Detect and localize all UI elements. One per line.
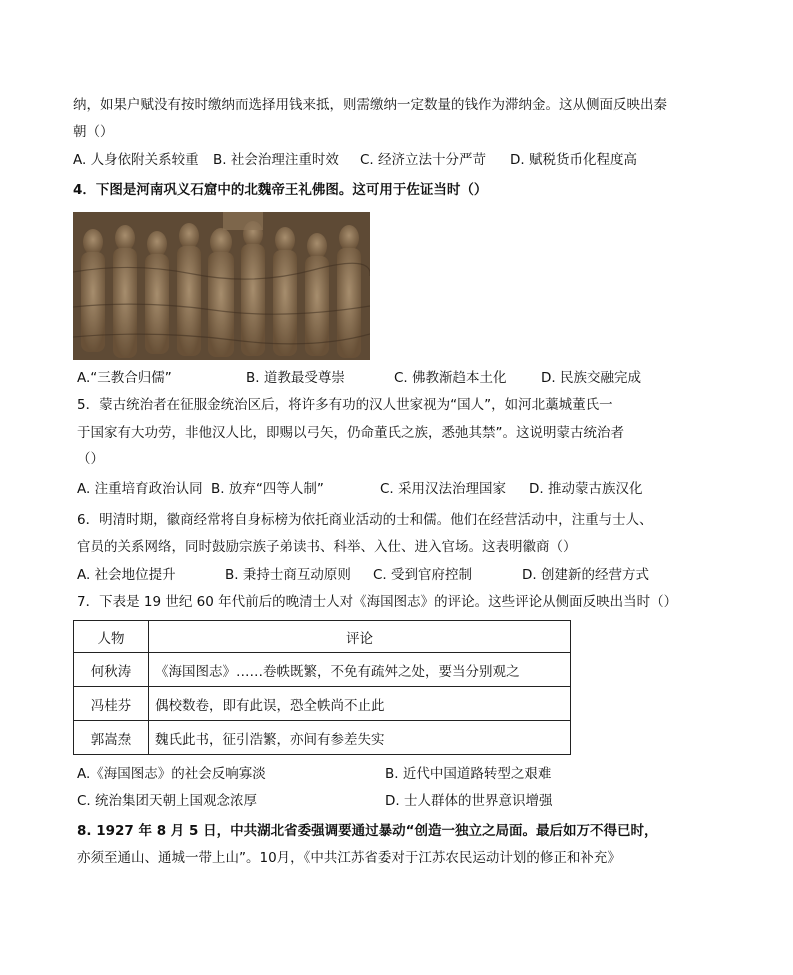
- table-row: [74, 653, 571, 687]
- cell-comment: 《海国图志》……卷帙既繁，不免有疏舛之处，要当分别观之: [149, 653, 571, 687]
- q3-option-a: A. 人身依附关系较重: [73, 152, 199, 168]
- q5-option-a: A. 注重培育政治认同: [77, 481, 203, 497]
- cell-person: 郭嵩焘: [74, 721, 149, 755]
- q4-option-a: A.“三教合归儒”: [77, 370, 172, 386]
- q4-option-c: C. 佛教渐趋本土化: [394, 370, 507, 386]
- q5-option-c: C. 采用汉法治理国家: [380, 481, 507, 497]
- q6-stem-line2: 官员的关系网络，同时鼓励宗族子弟读书、科举、入仕、进入官场。这表明徽商（）: [77, 539, 577, 555]
- q5-option-b: B. 放弃“四等人制”: [211, 481, 324, 497]
- q7-option-c: C. 统治集团天朝上国观念浓厚: [77, 793, 258, 809]
- table-header-row: [74, 621, 571, 653]
- cell-comment: 偶校数卷，即有此误，恐全帙尚不止此: [149, 687, 571, 721]
- header-person: 人物: [74, 621, 149, 653]
- q6-option-d: D. 创建新的经营方式: [522, 567, 649, 583]
- q7-stem: 7．下表是 19 世纪 60 年代前后的晚清士人对《海国图志》的评论。这些评论从侧面反映出当时（）: [77, 594, 678, 610]
- q3-stem-line1: 纳，如果户赋没有按时缴纳而选择用钱来抵，则需缴纳一定数量的钱作为滞纳金。这从侧面反映出秦: [73, 97, 667, 113]
- q6-option-a: A. 社会地位提升: [77, 567, 176, 583]
- q7-option-b: B. 近代中国道路转型之艰难: [385, 766, 552, 782]
- q6-stem-line1: 6．明清时期，徽商经常将自身标榜为依托商业活动的士和儒。他们在经营活动中，注重与士人、: [77, 512, 653, 528]
- q5-stem-line3: （）: [77, 451, 104, 467]
- q8-stem-line1: 8. 1927 年 8 月 5 日，中共湖北省委强调要通过暴动“创造一独立之局面。最后如万不得已时，: [77, 823, 658, 839]
- cell-person: 冯桂芬: [74, 687, 149, 721]
- q3-option-b: B. 社会治理注重时效: [213, 152, 339, 168]
- q4-stem: 4．下图是河南巩义石窟中的北魏帝王礼佛图。这可用于佐证当时（）: [73, 182, 488, 198]
- cell-comment: 魏氏此书，征引浩繁，亦间有参差失实: [149, 721, 571, 755]
- q5-stem-line2: 于国家有大功劳，非他汉人比，即赐以弓矢，仍命董氏之族，悉弛其禁”。这说明蒙古统治者: [77, 425, 624, 441]
- relief-photo: [73, 212, 370, 360]
- q5-stem-line1: 5．蒙古统治者在征服金统治区后，将许多有功的汉人世家视为“国人”，如河北藁城董氏一: [77, 397, 613, 413]
- q6-option-b: B. 秉持士商互动原则: [225, 567, 351, 583]
- cell-person: 何秋涛: [74, 653, 149, 687]
- q7-option-a: A.《海国图志》的社会反响寡淡: [77, 766, 266, 782]
- relief-image: [73, 212, 370, 360]
- table-row: [74, 687, 571, 721]
- q3-option-d: D. 赋税货币化程度高: [510, 152, 637, 168]
- q7-option-d: D. 士人群体的世界意识增强: [385, 793, 553, 809]
- q8-stem-line2: 亦须至通山、通城一带上山”。10月，《中共江苏省委对于江苏农民运动计划的修正和补充》: [77, 850, 621, 866]
- q4-option-b: B. 道教最受尊崇: [246, 370, 345, 386]
- header-comment: 评论: [149, 621, 571, 653]
- table-row: [74, 721, 571, 755]
- q3-stem-line2: 朝（）: [73, 124, 114, 140]
- q4-option-d: D. 民族交融完成: [541, 370, 641, 386]
- q6-option-c: C. 受到官府控制: [373, 567, 473, 583]
- q7-comment-table: [73, 620, 571, 755]
- q5-option-d: D. 推动蒙古族汉化: [529, 481, 643, 497]
- q3-option-c: C. 经济立法十分严苛: [360, 152, 487, 168]
